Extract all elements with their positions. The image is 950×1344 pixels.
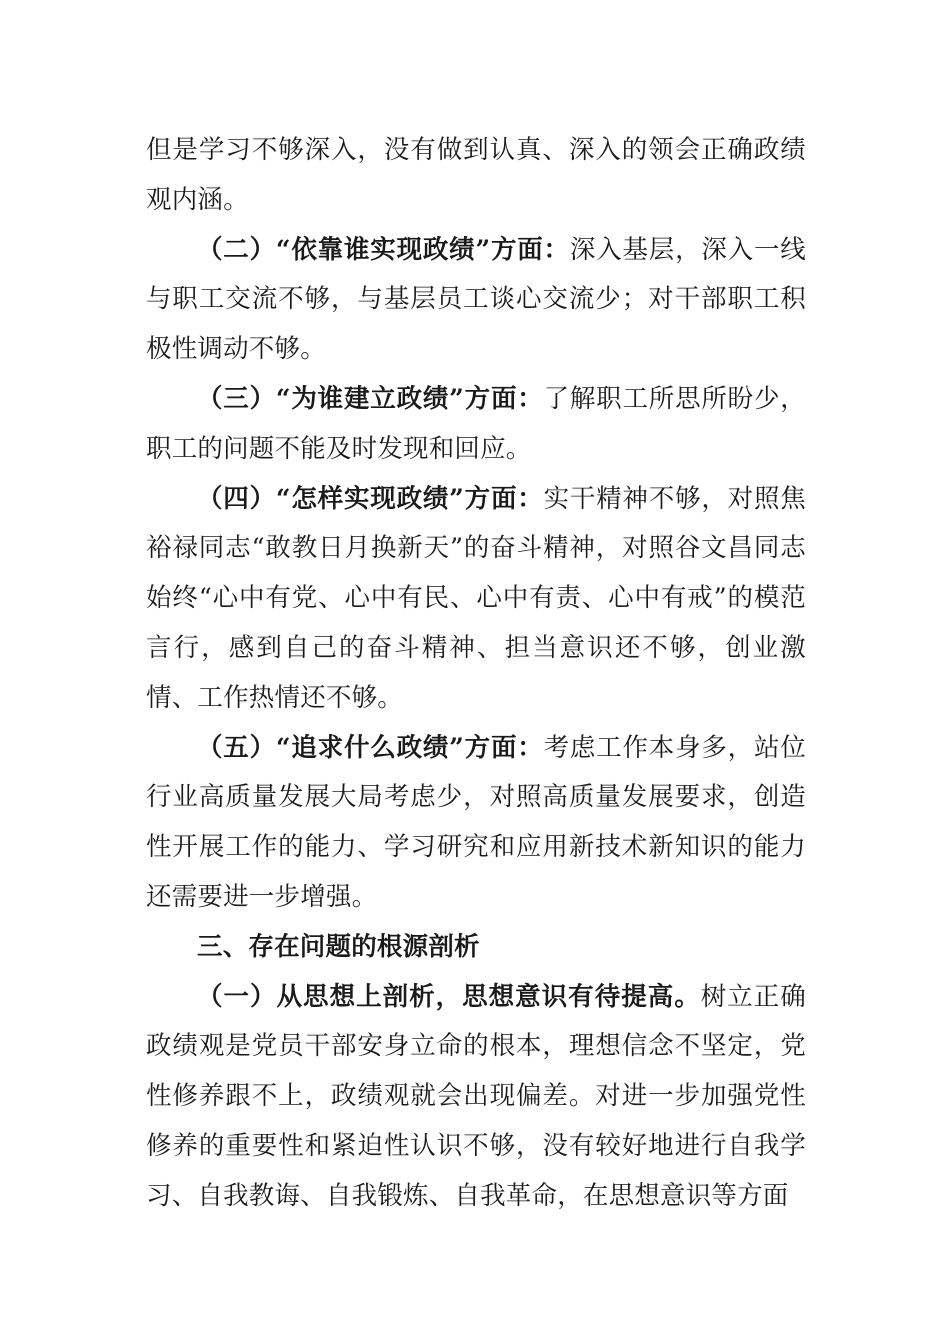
- paragraph-for-whom: [146, 375, 806, 475]
- paragraph-what-to-pursue: [146, 724, 806, 923]
- paragraph-text: 深入基层，深入一线与职工交流不够，与基层员工谈心交流少；对干部职工积极性调动不够。: [146, 234, 806, 365]
- document-body: [146, 126, 806, 1222]
- paragraph-continuation: [146, 126, 806, 226]
- paragraph-lead: （五）“追求什么政绩”方面：: [197, 732, 544, 763]
- paragraph-ideology-analysis: [146, 973, 806, 1222]
- paragraph-text: 但是学习不够深入，没有做到认真、深入的领会正确政绩观内涵。: [146, 135, 806, 215]
- paragraph-lead: （一）从思想上剖析，思想意识有待提高。: [197, 981, 701, 1012]
- paragraph-lead: （四）“怎样实现政绩”方面：: [197, 483, 544, 514]
- paragraph-text: 实干精神不够，对照焦裕禄同志“敢教日月换新天”的奋斗精神，对照谷文昌同志始终“心中有党、心中有民、心中有责、心中有戒”的模范言行，感到自己的奋斗精神、担当意识还不够，创业激情、工作热情还不够。: [146, 483, 806, 713]
- paragraph-text: 考虑工作本身多，站位行业高质量发展大局考虑少，对照高质量发展要求，创造性开展工作的能力、学习研究和应用新技术新知识的能力还需要进一步增强。: [146, 732, 806, 912]
- paragraph-lead: （二）“依靠谁实现政绩”方面：: [197, 234, 570, 265]
- paragraph-text: 树立正确政绩观是党员干部安身立命的根本，理想信念不坚定，党性修养跟不上，政绩观就会出现偏差。对进一步加强党性修养的重要性和紧迫性认识不够，没有较好地进行自我学习、自我教诲、自我锻炼、自我革命，在思想意识等方面: [146, 981, 806, 1211]
- paragraph-text: 了解职工所思所盼少，职工的问题不能及时发现和回应。: [146, 383, 806, 464]
- paragraph-lead: （三）“为谁建立政绩”方面：: [197, 383, 544, 414]
- section-heading: 三、存在问题的根源剖析: [197, 931, 480, 962]
- paragraph-how-to-achieve: [146, 475, 806, 724]
- paragraph-relying-on-whom: [146, 226, 806, 375]
